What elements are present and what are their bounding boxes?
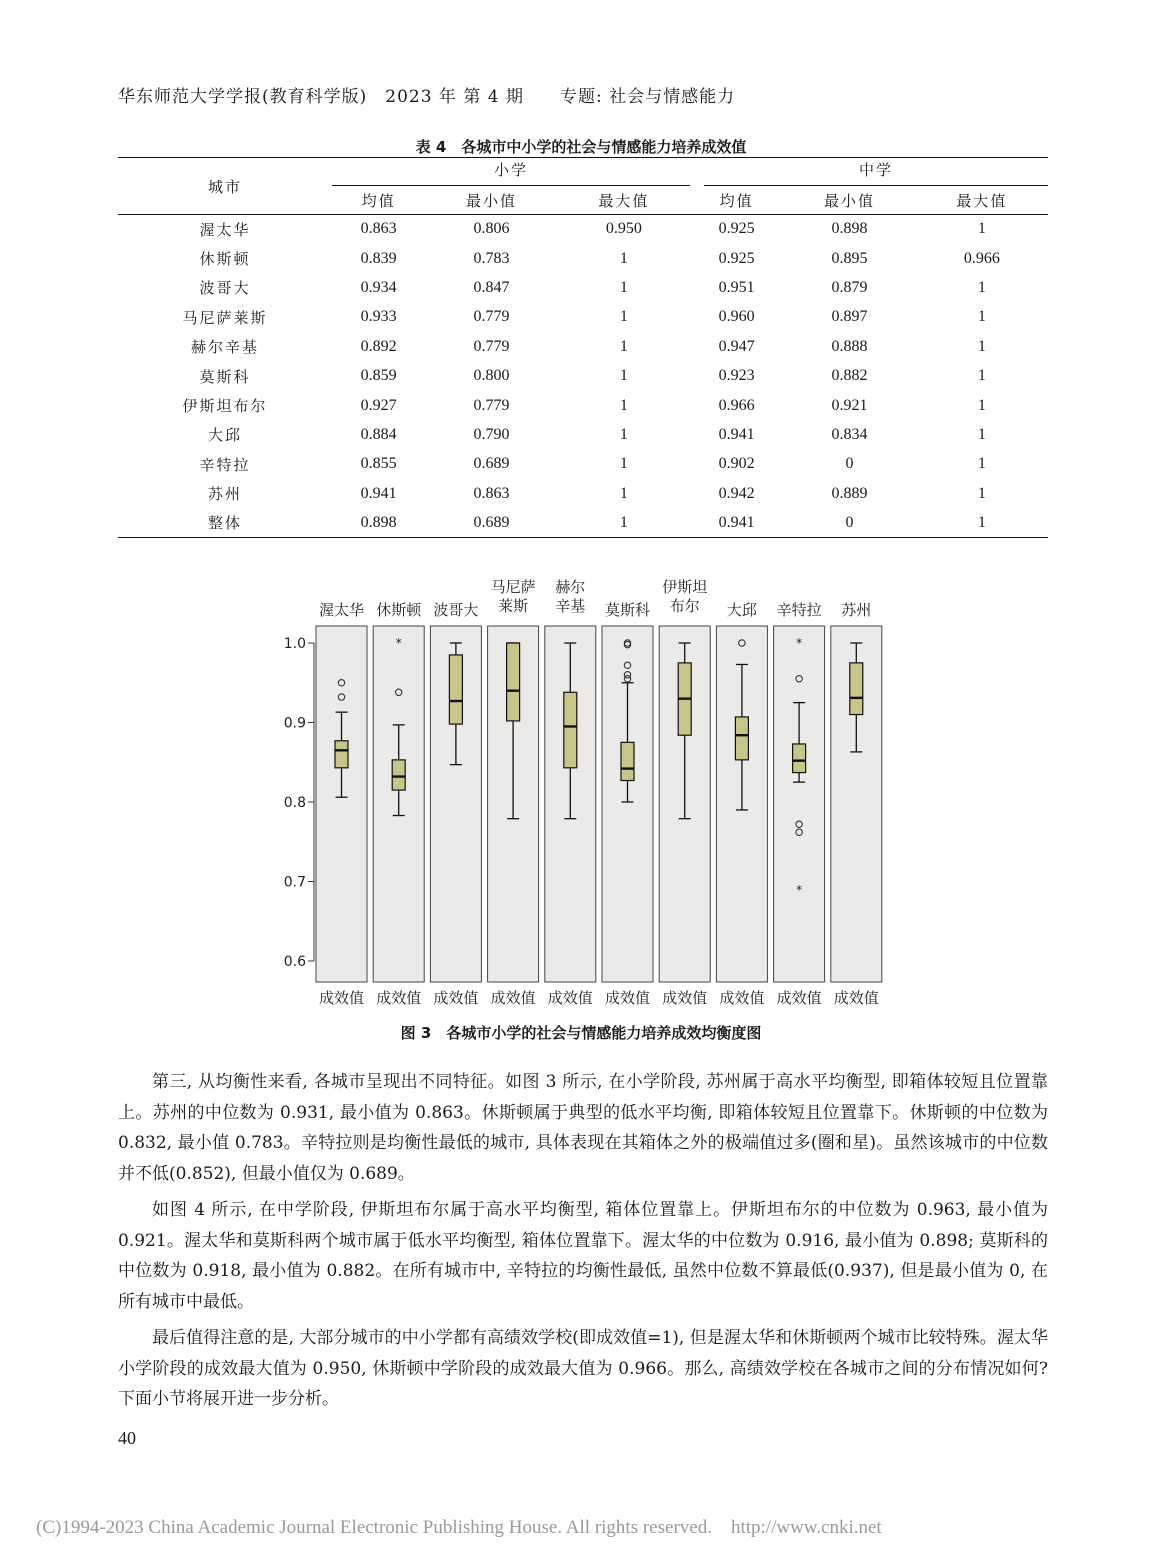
value-cell: 1 bbox=[619, 308, 628, 326]
value-cell: 1 bbox=[977, 367, 986, 385]
city-cell: 赫尔辛基 bbox=[190, 338, 259, 357]
panel-label: 大邱 bbox=[726, 601, 757, 619]
value-cell: 1 bbox=[619, 278, 628, 296]
page-number: 40 bbox=[118, 1428, 136, 1448]
box bbox=[793, 744, 806, 773]
table-row bbox=[118, 479, 1048, 508]
value-cell: 0.783 bbox=[473, 249, 510, 267]
value-cell: 1 bbox=[977, 484, 986, 502]
table-row bbox=[118, 273, 1048, 302]
panel-x-label: 成效值 bbox=[776, 989, 822, 1007]
value-cell: 0.897 bbox=[831, 308, 868, 326]
box bbox=[507, 643, 520, 721]
value-cell: 0.934 bbox=[360, 278, 397, 296]
value-cell: 0.898 bbox=[831, 220, 868, 238]
table-row bbox=[118, 508, 1048, 537]
boxplot-chart bbox=[0, 570, 1162, 1020]
running-head: 华东师范大学学报(教育科学版) 2023 年 第 4 期 专题: 社会与情感能力 bbox=[118, 87, 736, 107]
city-cell: 马尼萨莱斯 bbox=[182, 308, 268, 327]
paragraph: 第三, 从均衡性来看, 各城市呈现出不同特征。如图 3 所示, 在小学阶段, 苏州属于高水平均衡型, 即箱体较短且位置靠上。苏州的中位数为 0.931, 最小值为 0.863。休斯顿属于典型的低水平均衡, 即箱体较短且位置靠下。休斯顿的中位数为 0.832, 最小值 0.783。辛特拉则是均衡性最低的城市, 具体表现在其箱体之外的极端值过多(圈和星)。虽然该城市的中位数并不低(0.852), 但最小值仅为 0.689。 bbox=[118, 1072, 1048, 1184]
value-cell: 0.834 bbox=[831, 425, 868, 443]
outlier-star: * bbox=[796, 636, 803, 650]
box bbox=[735, 717, 748, 760]
value-cell: 0.839 bbox=[360, 249, 397, 267]
value-cell: 1 bbox=[977, 337, 986, 355]
group-primary bbox=[332, 158, 690, 187]
city-cell: 莫斯科 bbox=[199, 367, 251, 386]
col-primary-max: 最大值 bbox=[598, 191, 650, 210]
value-cell: 1 bbox=[977, 455, 986, 473]
city-cell: 大邱 bbox=[207, 426, 242, 445]
panel-x-label: 成效值 bbox=[376, 989, 422, 1007]
value-cell: 0.921 bbox=[831, 396, 868, 414]
value-cell: 0.942 bbox=[718, 484, 755, 502]
group-middle bbox=[690, 158, 1048, 187]
value-cell: 0.800 bbox=[473, 367, 510, 385]
value-cell: 0.863 bbox=[360, 220, 397, 238]
value-cell: 1 bbox=[619, 455, 628, 473]
value-cell: 1 bbox=[619, 484, 628, 502]
value-cell: 0.847 bbox=[473, 278, 510, 296]
table-body bbox=[118, 215, 1048, 538]
panel-label: 辛基 bbox=[555, 597, 586, 615]
value-cell: 1 bbox=[977, 396, 986, 414]
panel-label: 马尼萨 bbox=[490, 578, 536, 596]
value-cell: 0.779 bbox=[473, 396, 510, 414]
outlier-star: * bbox=[796, 883, 803, 898]
value-cell: 0.951 bbox=[718, 278, 755, 296]
panel-x-label: 成效值 bbox=[833, 989, 879, 1007]
group-middle-label: 中学 bbox=[704, 159, 1048, 186]
box bbox=[392, 760, 405, 790]
value-cell: 0.941 bbox=[718, 513, 755, 531]
col-middle-min: 最小值 bbox=[823, 191, 875, 210]
col-primary-mean: 均值 bbox=[361, 191, 396, 210]
value-cell: 0.884 bbox=[360, 425, 397, 443]
value-cell: 0.925 bbox=[718, 249, 755, 267]
value-cell: 0.859 bbox=[360, 367, 397, 385]
value-cell: 0 bbox=[845, 455, 854, 473]
panel-x-label: 成效值 bbox=[318, 989, 365, 1007]
panel-label: 伊斯坦 bbox=[662, 578, 708, 596]
panel-x-label: 成效值 bbox=[662, 989, 708, 1007]
value-cell: 0.898 bbox=[360, 513, 397, 531]
value-cell: 0.947 bbox=[718, 337, 755, 355]
table-row bbox=[118, 420, 1048, 449]
value-cell: 0.779 bbox=[473, 308, 510, 326]
panel-label: 波哥大 bbox=[433, 601, 479, 619]
panel-label: 休斯顿 bbox=[376, 601, 422, 619]
value-cell: 0.806 bbox=[473, 220, 510, 238]
panel-label: 莫斯科 bbox=[604, 601, 651, 619]
value-cell: 1 bbox=[619, 513, 628, 531]
city-header: 城市 bbox=[118, 158, 332, 215]
panel-label: 莱斯 bbox=[498, 597, 529, 615]
box bbox=[850, 663, 863, 715]
paragraph: 最后值得注意的是, 大部分城市的中小学都有高绩效学校(即成效值=1), 但是渥太华和休斯顿两个城市比较特殊。渥太华小学阶段的成效最大值为 0.950, 休斯顿中学阶段的成效最大值为 0.966。那么, 高绩效学校在各城市之间的分布情况如何? 下面小节将展开进一步分析。 bbox=[118, 1328, 1048, 1409]
city-cell: 整体 bbox=[207, 514, 242, 533]
city-cell: 渥太华 bbox=[199, 220, 251, 239]
panel-label: 苏州 bbox=[841, 601, 872, 619]
value-cell: 0.966 bbox=[963, 249, 1000, 267]
value-cell: 0.933 bbox=[360, 308, 397, 326]
table-row bbox=[118, 361, 1048, 390]
value-cell: 1 bbox=[619, 425, 628, 443]
copyright-footer: (C)1994-2023 China Academic Journal Electronic Publishing House. All rights reserved. http://www.cnki.net bbox=[36, 1517, 882, 1538]
value-cell: 1 bbox=[977, 278, 986, 296]
city-cell: 苏州 bbox=[207, 485, 242, 504]
value-cell: 0.790 bbox=[473, 425, 510, 443]
table-row bbox=[118, 244, 1048, 273]
value-cell: 0 bbox=[845, 513, 854, 531]
panel-label: 赫尔 bbox=[555, 578, 586, 596]
box bbox=[621, 742, 634, 780]
value-cell: 0.882 bbox=[831, 367, 868, 385]
body-text bbox=[118, 1067, 1048, 1415]
value-cell: 0.779 bbox=[473, 337, 510, 355]
panel-label: 辛特拉 bbox=[776, 601, 822, 619]
value-cell: 0.925 bbox=[718, 220, 755, 238]
box bbox=[335, 741, 348, 768]
table-caption: 表 4 各城市中小学的社会与情感能力培养成效值 bbox=[415, 138, 747, 156]
value-cell: 1 bbox=[977, 308, 986, 326]
results-table bbox=[118, 157, 1048, 538]
value-cell: 0.889 bbox=[831, 484, 868, 502]
city-cell: 辛特拉 bbox=[199, 455, 251, 474]
value-cell: 0.888 bbox=[831, 337, 868, 355]
table-row bbox=[118, 215, 1048, 244]
y-tick-label: 0.6 bbox=[283, 954, 306, 970]
value-cell: 0.941 bbox=[718, 425, 755, 443]
table-row bbox=[118, 332, 1048, 361]
table-row bbox=[118, 450, 1048, 479]
value-cell: 0.895 bbox=[831, 249, 868, 267]
panel-label: 布尔 bbox=[669, 597, 700, 615]
value-cell: 1 bbox=[977, 425, 986, 443]
value-cell: 1 bbox=[977, 220, 986, 238]
value-cell: 0.902 bbox=[718, 455, 755, 473]
value-cell: 0.941 bbox=[360, 484, 397, 502]
panel-x-label: 成效值 bbox=[433, 989, 479, 1007]
outlier-star: * bbox=[395, 636, 402, 650]
value-cell: 0.923 bbox=[718, 367, 755, 385]
value-cell: 1 bbox=[619, 337, 628, 355]
col-middle-mean: 均值 bbox=[719, 191, 754, 210]
value-cell: 0.960 bbox=[718, 308, 755, 326]
city-cell: 波哥大 bbox=[199, 279, 251, 298]
y-tick-label: 0.9 bbox=[283, 715, 306, 732]
value-cell: 0.966 bbox=[718, 396, 755, 414]
value-cell: 0.689 bbox=[473, 513, 510, 531]
panel-x-label: 成效值 bbox=[604, 989, 651, 1007]
value-cell: 0.855 bbox=[360, 455, 397, 473]
paragraph: 如图 4 所示, 在中学阶段, 伊斯坦布尔属于高水平均衡型, 箱体位置靠上。伊斯坦布尔的中位数为 0.963, 最小值为 0.921。渥太华和莫斯科两个城市属于低水平均衡型, 箱体位置靠下。渥太华的中位数为 0.916, 最小值为 0.898; 莫斯科的中位数为 0.918, 最小值为 0.882。在所有城市中, 辛特拉的均衡性最低, 虽然中位数不算最低(0.937), 但是最小值为 0, 在所有城市中最低。 bbox=[118, 1200, 1048, 1312]
value-cell: 0.689 bbox=[473, 455, 510, 473]
city-cell: 伊斯坦布尔 bbox=[182, 397, 268, 416]
y-tick-label: 0.8 bbox=[283, 795, 306, 811]
value-cell: 0.863 bbox=[473, 484, 510, 502]
y-tick-label: 0.7 bbox=[283, 874, 306, 891]
figure-caption: 图 3 各城市小学的社会与情感能力培养成效均衡度图 bbox=[400, 1024, 762, 1042]
box bbox=[449, 655, 462, 724]
table-row bbox=[118, 391, 1048, 420]
group-primary-label: 小学 bbox=[332, 159, 690, 186]
box bbox=[564, 692, 577, 768]
value-cell: 0.892 bbox=[360, 337, 397, 355]
panel-background bbox=[774, 626, 825, 982]
value-cell: 0.950 bbox=[605, 220, 642, 238]
value-cell: 1 bbox=[619, 249, 628, 267]
value-cell: 0.879 bbox=[831, 278, 868, 296]
city-cell: 休斯顿 bbox=[199, 250, 251, 269]
panel-label: 渥太华 bbox=[318, 601, 365, 619]
col-middle-max: 最大值 bbox=[956, 191, 1008, 210]
panel-background bbox=[602, 626, 653, 982]
y-tick-label: 1.0 bbox=[283, 636, 306, 652]
value-cell: 1 bbox=[977, 513, 986, 531]
value-cell: 1 bbox=[619, 367, 628, 385]
panel-x-label: 成效值 bbox=[490, 989, 536, 1007]
value-cell: 0.927 bbox=[360, 396, 397, 414]
panel-x-label: 成效值 bbox=[547, 989, 593, 1007]
col-primary-min: 最小值 bbox=[466, 191, 518, 210]
value-cell: 1 bbox=[619, 396, 628, 414]
panel-x-label: 成效值 bbox=[719, 989, 765, 1007]
table-row bbox=[118, 303, 1048, 332]
